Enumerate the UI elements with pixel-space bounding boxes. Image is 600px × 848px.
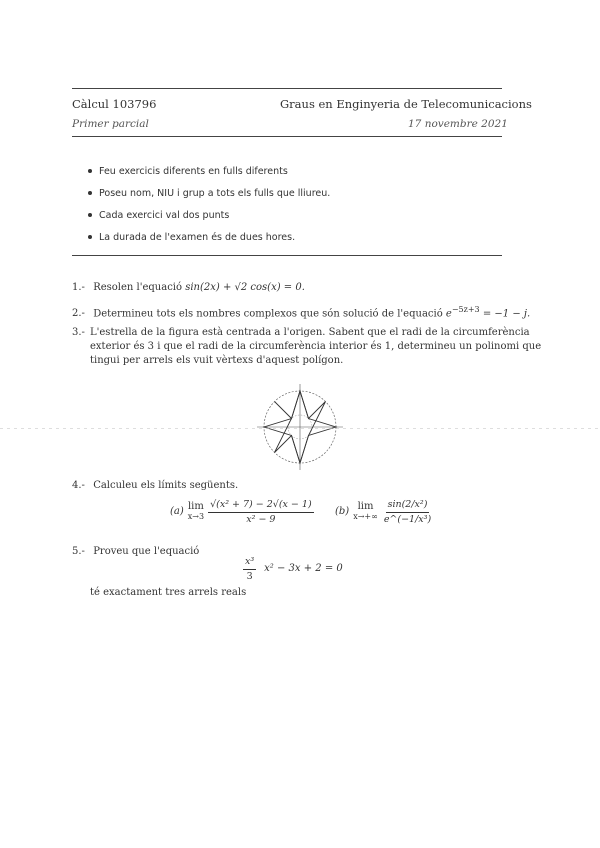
star-figure (255, 382, 345, 472)
bullet-icon (88, 191, 92, 195)
q5-equation: $\frac{\text{x³}}{3}$ x² − 3x + 2 = 0 (245, 556, 343, 582)
exam-date: 17 novembre 2021 (408, 118, 508, 130)
exam-name: Primer parcial (72, 118, 149, 130)
instructions-bottom-rule (72, 255, 502, 256)
bullet-icon (88, 235, 92, 239)
q4-b-fraction: $\frac{\text{sin(2/x²)}}{\text{e\textasciicircum{}(−1/x³)}}$ (383, 499, 432, 525)
instructions-list (88, 160, 330, 248)
degree-title: Graus en Enginyeria de Telecomunicacions (280, 97, 532, 111)
q3-line-2: exterior és 3 i que el radi de la circumferència interior és 1, determineu un polinomi que (90, 341, 542, 352)
bullet-icon (88, 213, 92, 217)
q3-line-3: tingui per arrels els vuit vèrtexs d'aquest polígon. (90, 355, 344, 366)
q5-line-2: té exactament tres arrels reals (90, 587, 247, 598)
header-top-rule (72, 88, 502, 89)
instruction-item: Poseu nom, NIU i grup a tots els fulls que lliureu. (88, 182, 330, 204)
scan-artifact-line (0, 428, 600, 429)
question-5: 5.- Proveu que l'equació (72, 546, 200, 557)
question-3: 3.- L'estrella de la figura està centrada a l'origen. Sabent que el radi de la circumferència (72, 327, 530, 338)
q2-base: e (445, 308, 452, 320)
question-4: 4.- Calculeu els límits següents. (72, 480, 239, 491)
instruction-item: Feu exercicis diferents en fulls diferents (88, 160, 330, 182)
question-2: 2.- Determineu tots els nombres complexos que són solució de l'equació $e^{-5z+3} = -1 - j$. (72, 305, 531, 320)
header-bottom-rule (72, 136, 502, 137)
question-1: 1.- Resolen l'equació sin(2x) + √2 cos(x) = 0. (72, 282, 305, 293)
q4-limit-a: (a) lim x→3 $\frac{\text{√(x² + 7) − 2√(x − 1)}}{\text{x² − 9}}$ (170, 499, 312, 525)
bullet-icon (88, 169, 92, 173)
instruction-item: Cada exercici val dos punts (88, 204, 330, 226)
q1-equation: sin(2x) + √2 cos(x) = 0. (185, 282, 305, 293)
instruction-item: La durada de l'examen és de dues hores. (88, 226, 330, 248)
q4-a-fraction: $\frac{\text{√(x² + 7) − 2√(x − 1)}}{\text{x² − 9}}$ (210, 499, 312, 525)
course-code: Càlcul 103796 (72, 97, 157, 111)
q2-exponent: −5z+3 (451, 305, 480, 314)
q4-limit-b: (b) lim x→+∞ $\frac{\text{sin(2/x²)}}{\text{e\textasciicircum{}(−1/x³)}}$ (335, 499, 432, 525)
q2-rhs: = −1 − j. (482, 308, 531, 320)
